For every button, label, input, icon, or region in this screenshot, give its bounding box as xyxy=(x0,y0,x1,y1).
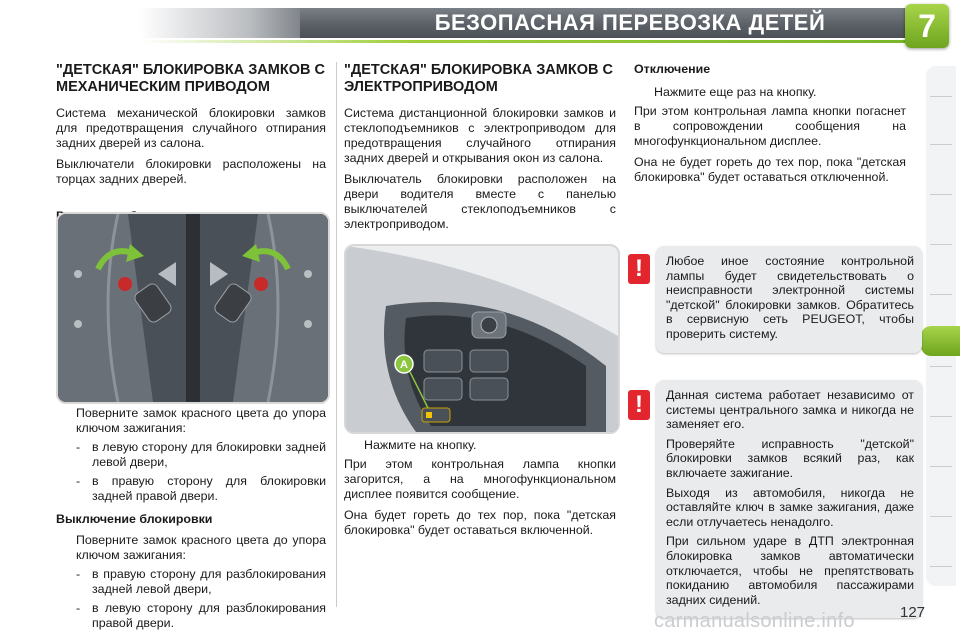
electric-lock-heading: "ДЕТСКАЯ" БЛОКИРОВКА ЗАМКОВ С ЭЛЕКТРОПРИВОДОМ xyxy=(344,62,613,95)
tab-divider xyxy=(930,516,952,517)
tab-divider xyxy=(930,144,952,145)
tab-divider xyxy=(930,366,952,367)
warning-box xyxy=(656,246,922,353)
tab-divider xyxy=(930,96,952,97)
warning-text: Данная система работает независимо от системы центрального замка и никогда не заменяет его. xyxy=(666,388,914,432)
warning-text: Любое иное состояние контрольной лампы будет свидетельствовать о неисправности электронной системы "детской" блокировки замков. Обратитесь в сервисную сеть PEUGEOT, чтобы проверить систему. xyxy=(666,254,914,341)
dash-item: - в правую сторону для блокировки задней правой двери. xyxy=(76,474,326,503)
tab-divider xyxy=(930,194,952,195)
paragraph: Она не будет гореть до тех пор, пока "детская блокировка" будет оставаться отключенной. xyxy=(634,155,906,184)
dash-item: - в правую сторону для разблокирования задней левой двери, xyxy=(76,567,326,596)
dash-item: - в левую сторону для разблокирования правой двери. xyxy=(76,601,326,630)
chapter-badge xyxy=(905,4,949,48)
tab-divider xyxy=(930,566,952,567)
lock-disable-heading: Выключение блокировки xyxy=(56,512,213,526)
mechanical-lock-heading: "ДЕТСКАЯ" БЛОКИРОВКА ЗАМКОВ С МЕХАНИЧЕСКИМ ПРИВОДОМ xyxy=(56,62,325,95)
bullet-item: Нажмите еще раз на кнопку. xyxy=(654,85,817,99)
left-column-lower xyxy=(56,406,326,635)
tab-divider xyxy=(930,416,952,417)
left-column xyxy=(56,62,326,232)
right-column xyxy=(634,62,906,191)
middle-column-lower xyxy=(344,438,616,544)
paragraph: Она будет гореть до тех пор, пока "детская блокировка" будет оставаться включенной. xyxy=(344,508,616,537)
bullet-item: Поверните замок красного цвета до упора ключом зажигания: xyxy=(76,406,326,435)
watermark: carmanualsonline.info xyxy=(654,610,855,632)
column-divider xyxy=(336,62,337,607)
tab-divider xyxy=(930,466,952,467)
driver-door-switch-panel-illustration xyxy=(344,244,620,434)
switch-panel-svg xyxy=(346,246,618,432)
warning-icon: ! xyxy=(628,390,650,420)
dash-item: - в левую сторону для блокировки задней левой двери, xyxy=(76,440,326,469)
door-lock-svg xyxy=(58,214,328,402)
paragraph: При этом контрольная лампа кнопки загорится, а на многофункциональном дисплее появится сообщение. xyxy=(344,457,616,501)
warning-box xyxy=(656,380,922,618)
paragraph: Система механической блокировки замков для предотвращения случайного отпирания задних дверей из салона. xyxy=(56,106,326,150)
middle-column xyxy=(344,62,616,273)
warning-icon: ! xyxy=(628,254,650,284)
header-accent-stripe xyxy=(140,40,910,43)
warning-text: Выходя из автомобиля, никогда не оставляйте ключ в замке зажигания, даже если отлучаетесь ненадолго. xyxy=(666,485,914,529)
disable-heading: Отключение xyxy=(634,62,711,76)
active-chapter-tab[interactable] xyxy=(921,326,960,356)
paragraph: Выключатели блокировки расположены на торцах задних дверей. xyxy=(56,157,326,186)
page-title: БЕЗОПАСНАЯ ПЕРЕВОЗКА ДЕТЕЙ xyxy=(434,10,826,35)
page-header xyxy=(0,0,960,48)
paragraph: Выключатель блокировки расположен на двери водителя вместе с панелью выключателей стеклоподъемников с электроприводом. xyxy=(344,172,616,231)
warning-text: Проверяйте исправность "детской" блокировки замков всякий раз, как включаете зажигание. xyxy=(666,436,914,480)
paragraph: При этом контрольная лампа кнопки погаснет в сопровождении сообщения на многофункциональном дисплее. xyxy=(634,104,906,148)
bullet-item: Поверните замок красного цвета до упора ключом зажигания: xyxy=(76,533,326,562)
chapter-number: 7 xyxy=(918,8,936,44)
header-fade xyxy=(140,8,320,38)
callout-a-label: A xyxy=(400,359,408,371)
paragraph: Система дистанционной блокировки замков и стеклоподъемников с электроприводом для предотвращения случайного отпирания задних дверей и открывания окон из салона. xyxy=(344,106,616,165)
tab-divider xyxy=(930,244,952,245)
rear-door-lock-illustration xyxy=(56,212,330,404)
page-number: 127 xyxy=(900,604,926,621)
bullet-item: Нажмите на кнопку. xyxy=(364,438,477,452)
tab-divider xyxy=(930,294,952,295)
warning-text: При сильном ударе в ДТП электронная блокировка замков автоматически отключается, чтобы не препятствовать покиданию автомобиля пассажирами задних сидений. xyxy=(666,534,914,607)
